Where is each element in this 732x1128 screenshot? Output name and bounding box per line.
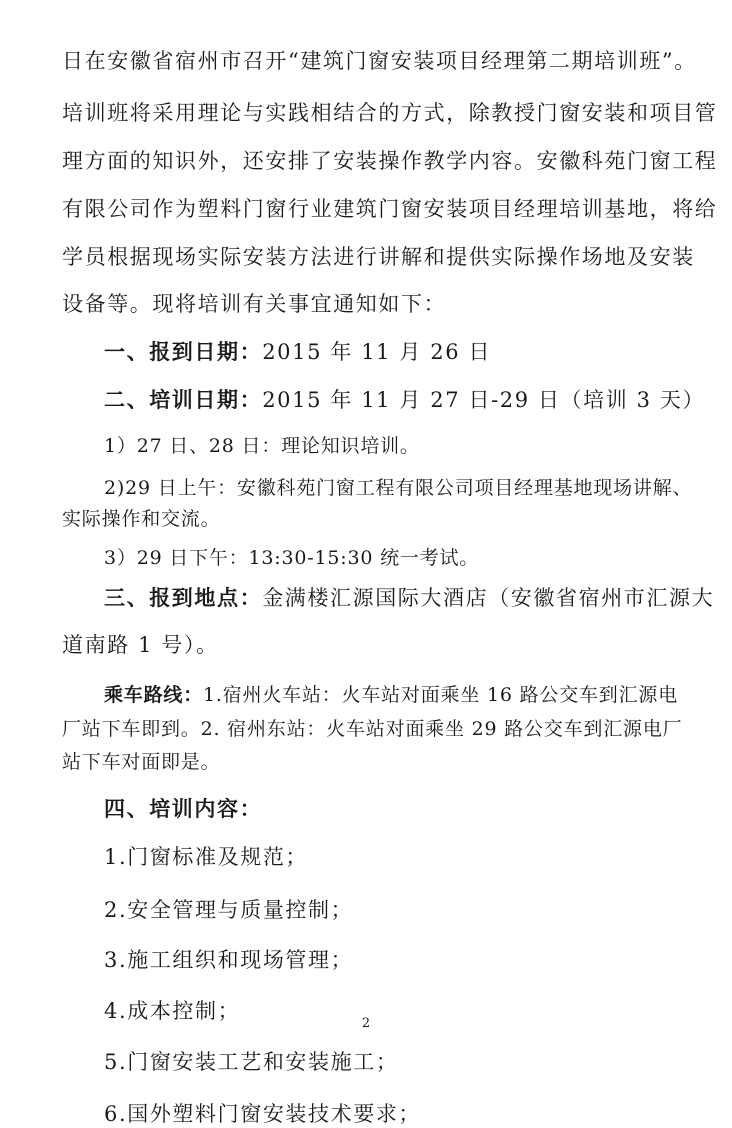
intro-line-2: 培训班将采用理论与实践相结合的方式，除教授门窗安装和项目管 xyxy=(62,101,718,125)
section-registration-date xyxy=(104,338,491,366)
training-item-1: 1）27 日、28 日：理论知识培训。 xyxy=(104,435,420,457)
content-item-4: 4.成本控制； xyxy=(104,999,241,1023)
content-item-5: 5.门窗安装工艺和安装施工； xyxy=(104,1050,399,1074)
route-text-1: 1.宿州火车站：火车站对面乘坐 16 路公交车到汇源电 xyxy=(203,684,679,706)
section-registration-date-label: 一、报到日期： xyxy=(104,340,263,364)
route-line-2: 厂站下车即到。2. 宿州东站：火车站对面乘坐 29 路公交车到汇源电厂 xyxy=(62,718,683,740)
section-location xyxy=(104,584,714,612)
section-location-value: 金满楼汇源国际大酒店（安徽省宿州市汇源大 xyxy=(262,586,715,610)
training-item-2-cont: 实际操作和交流。 xyxy=(62,508,221,530)
intro-line-3: 理方面的知识外，还安排了安装操作教学内容。安徽科苑门窗工程 xyxy=(62,149,718,173)
training-item-3: 3）29 日下午：13:30-15:30 统一考试。 xyxy=(104,547,480,569)
route-line-1 xyxy=(104,681,678,709)
section-registration-date-value: 2015 年 11 月 26 日 xyxy=(262,340,492,364)
route-label: 乘车路线： xyxy=(104,684,204,706)
intro-line-1: 日在安徽省宿州市召开“建筑门窗安装项目经理第二期培训班”。 xyxy=(62,49,697,73)
section-location-label: 三、报到地点： xyxy=(104,586,263,610)
route-line-3: 站下车对面即是。 xyxy=(62,751,221,773)
content-item-3: 3.施工组织和现场管理； xyxy=(104,948,354,972)
section-location-cont: 道南路 1 号）。 xyxy=(62,633,219,657)
training-item-2: 2)29 日上午：安徽科苑门窗工程有限公司项目经理基地现场讲解、 xyxy=(104,477,693,499)
page-number: 2 xyxy=(361,1016,371,1031)
section-training-date-value: 2015 年 11 月 27 日-29 日（培训 3 天） xyxy=(262,388,706,412)
section-training-content-label: 四、培训内容： xyxy=(104,797,263,821)
section-training-date-label: 二、培训日期： xyxy=(104,388,263,412)
section-training-date xyxy=(104,386,705,414)
content-item-6: 6.国外塑料门窗安装技术要求； xyxy=(104,1102,422,1126)
content-item-1: 1.门窗标准及规范； xyxy=(104,845,309,869)
section-training-content xyxy=(104,795,262,823)
intro-line-4: 有限公司作为塑料门窗行业建筑门窗安装项目经理培训基地，将给 xyxy=(62,197,718,221)
intro-line-5: 学员根据现场实际安装方法进行讲解和提供实际操作场地及安装 xyxy=(62,245,695,269)
content-item-2: 2.安全管理与质量控制； xyxy=(104,898,354,922)
intro-line-6: 设备等。现将培训有关事宜通知如下： xyxy=(62,292,447,316)
